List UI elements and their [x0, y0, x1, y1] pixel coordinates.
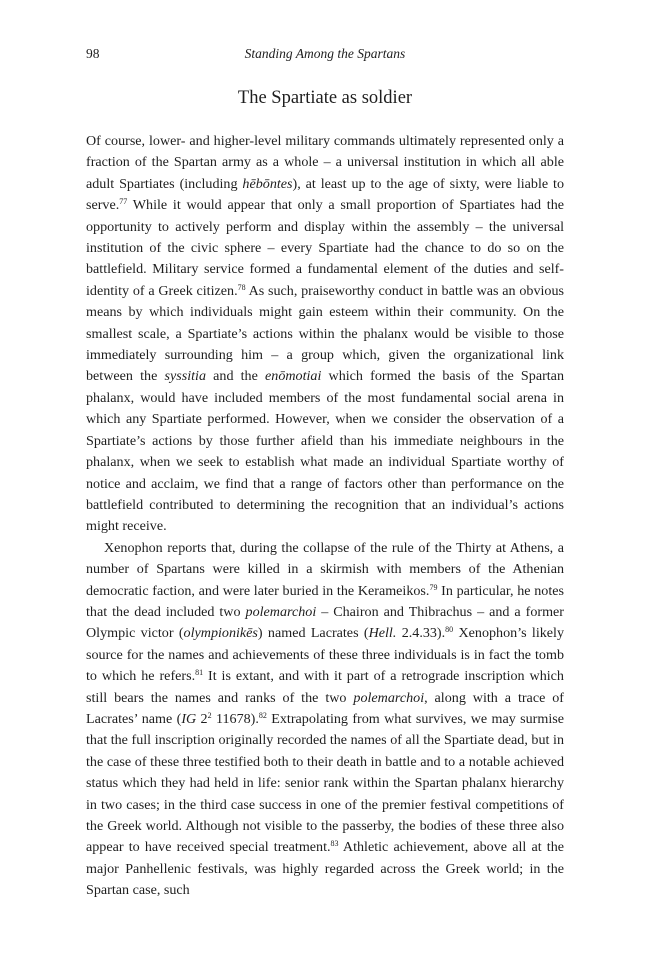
- paragraph-1: [86, 131, 564, 538]
- italic-term: olympionikēs: [183, 625, 258, 642]
- italic-term: enōmotiai: [265, 368, 322, 385]
- text-run: While it would appear that only a small proportion of Spartiates had the opportunity to actively perform and display within the assembly – the universal institution of the civic sphere – every Spartiate had the chance to do so on the battlefield. Military service formed a fundamental element of the duties and self-identity of a Greek citizen.: [86, 197, 564, 299]
- text-run: , along with a trace of Lacrates’ name (: [86, 689, 564, 727]
- text-run: Athletic achievement, above all at the major Panhellenic festivals, was highly regarded across the Greek world; in the Spartan case, such: [86, 839, 564, 899]
- text-run: – Chairon and Thibrachus – and a former Olympic victor (: [86, 603, 564, 642]
- text-run: It is extant, and with it part of a retrograde inscription which still bears the names and ranks of the two: [86, 668, 564, 706]
- text-run: In particular, he notes that the dead included two: [86, 582, 565, 620]
- footnote-ref: 78: [237, 282, 246, 292]
- footnote-ref: 80: [445, 625, 454, 635]
- text-run: 2.4.33).: [396, 625, 446, 642]
- text-run: Xenophon reports that, during the collapse of the rule of the Thirty at Athens, a number of Spartans were killed in a skirmish with members of the Athenian democratic faction, and were later buried in the Kerameikos.: [86, 539, 564, 599]
- paragraph-2: [86, 538, 564, 902]
- footnote-ref: 79: [429, 582, 438, 592]
- body-text: [86, 131, 564, 902]
- section-heading: The Spartiate as soldier: [237, 88, 413, 108]
- text-run: Of course, lower- and higher-level military commands ultimately represented only a fraction of the Spartan army as a whole – a universal institution in which all able adult Spartiates (including: [86, 133, 564, 192]
- italic-term: polemarchoi: [353, 689, 425, 706]
- text-run: Extrapolating from what survives, we may surmise that the full inscription originally recorded the names of all the Spartiate dead, but in the case of these three testified both to their death in battle and to a notable achieved status which they had held in life: senior rank within the Spartan phalanx hierarchy in two cases; in the third case success in one of the premier festival competitions of the Greek world. Although not visible to the passerby, the bodies of these three also appear to have received special treatment.: [86, 710, 564, 856]
- text-run: ) named Lacrates (: [257, 625, 369, 642]
- italic-term: syssitia: [164, 368, 206, 385]
- page-number: 98: [86, 46, 100, 61]
- italic-term: Hell.: [368, 625, 397, 642]
- running-head: [86, 46, 564, 66]
- footnote-ref: 82: [258, 710, 267, 720]
- text-run: which formed the basis of the Spartan phalanx, would have included members of the most fundamental social arena in which any Spartiate performed. However, when we consider the observation of a Spartiate’s actions by those further afield than his immediate neighbours in the phalanx, when we seek to establish what made an individual Spartiate worthy of notice and acclaim, we find that a range of factors other than performance on the battlefield contributed to determining the recognition that an individual’s actions might receive.: [86, 368, 564, 535]
- text-run: 2: [196, 710, 208, 727]
- text-run: As such, praiseworthy conduct in battle was an obvious means by which individuals might gain esteem within their community. On the smallest scale, a Spartiate’s actions within the phalanx would be visible to those immediately surrounding him – a group which, given the organizational link between the: [86, 282, 564, 385]
- text-run: 11678).: [211, 710, 259, 727]
- text-run: and the: [206, 368, 266, 385]
- footnote-ref: 81: [195, 668, 204, 678]
- footnote-ref: 83: [330, 839, 339, 849]
- superscript: 2: [207, 710, 212, 720]
- running-title: Standing Among the Spartans: [244, 46, 406, 61]
- text-run: Xenophon’s likely source for the names and achievements of these three individuals is in fact the tomb to which he refers.: [86, 625, 565, 685]
- italic-term: hēbōntes: [242, 175, 293, 192]
- italic-term: polemarchoi: [245, 603, 317, 620]
- footnote-ref: 77: [119, 197, 128, 207]
- text-run: ), at least up to the age of sixty, were liable to serve.: [86, 175, 564, 214]
- italic-term: IG: [181, 710, 197, 727]
